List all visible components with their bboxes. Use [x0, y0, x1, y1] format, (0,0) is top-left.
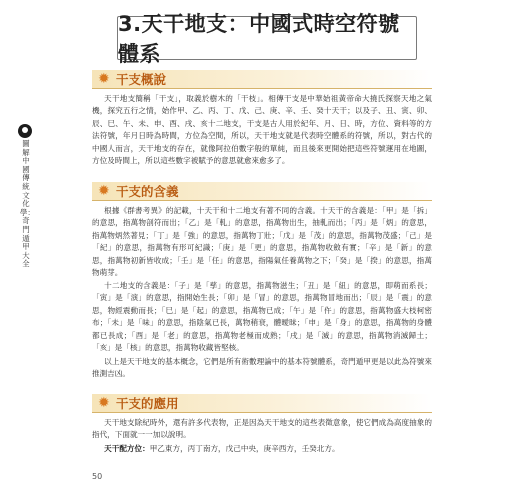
entry-lead: 天干配方位： — [104, 444, 150, 453]
section-heading: 干支的應用 — [116, 396, 179, 411]
star-bullet-icon: ✹ — [98, 395, 110, 411]
paragraph: 十二地支的含義是：「子」是「孳」的意思，指萬物滋生；「丑」是「紐」的意思，即萌而系長；「寅」是「演」的意思，指開始生長；「卯」是「冒」的意思，指萬物冒地而出；「辰」是「震」的意思，物經震動而長；「巳」是「起」的意思，指萬物已成；「午」是「仵」的意思，指萬物盛大枝柯密布；「未」是「味」的意思，指陰氣已長，萬物稍衰，體曖昧；「申」是「身」的意思，指萬物的身體都已長成；「酉」是「老」的意思，指萬物老極而成熟；「戌」是「滅」的意思，指萬物消滅歸土；「亥」是「核」的意思，指萬物收藏皆堅核。 — [92, 281, 432, 353]
section-heading-bar-meaning — [92, 182, 432, 201]
section-heading-bar-application — [92, 394, 432, 413]
section-heading: 干支概說 — [116, 72, 167, 87]
paragraph: 以上是天干地支的基本概念，它們是所有術數理論中的基本符號體系，奇門遁甲更是以此為符號來推測吉凶。 — [92, 357, 432, 379]
entry-text: 甲乙東方，丙丁南方，戊己中央，庚辛西方，壬癸北方。 — [149, 444, 340, 453]
paragraph: 天干地支除紀時外，還有許多代表物，正是因為天干地支的這些表徵意象，使它們成為高度抽象的指代，下面就一一加以說明。 — [92, 418, 432, 440]
page-title: 3.天干地支：中國式時空符號體系 — [118, 12, 400, 66]
side-series-label: 圖解中國傳統文化學：奇門遁甲大全 — [20, 139, 35, 269]
paragraph: 根據《群書考異》的記載，十天干和十二地支有著不同的含義。十天干的含義是：「甲」是「拆」的意思，指萬物剖符而出；「乙」是「軋」的意思，指萬物出生，抽軋而出；「丙」是「炳」的意思，指萬物炳然著見；「丁」是「強」的意思，指萬物丁壯；「戊」是「茂」的意思，指萬物茂盛；「己」是「紀」的意思，指萬物有形可紀識；「庚」是「更」的意思，指萬物收斂有實；「辛」是「新」的意思，指萬物初新皆收成；「壬」是「任」的意思，指陽氣任養萬物之下；「癸」是「揆」的意思，指萬物萌芽。 — [92, 206, 432, 278]
section-heading: 干支的含義 — [116, 184, 179, 199]
yin-yang-icon — [18, 124, 32, 138]
title-frame — [117, 12, 417, 66]
star-bullet-icon: ✹ — [98, 71, 110, 87]
paragraph: 天干地支簡稱「干支」，取義於樹木的「干枝」。相傳干支是中華始祖黃帝命大撓氏探察天地之氣機，探究五行之情，始作甲、乙、丙、丁、戊、己、庚、辛、壬、癸十天干；以及子、丑、寅、卯、辰、巳、午、未、申、酉、戌、亥十二地支，干支是古人用於紀年、月、日、時，方位、資料等的方法符號，年月日時為時間，方位為空間，所以，天干地支就是代表時空體系的符號，所以，對古代的中國人而言，天干地支的存在，就像阿拉伯數字般的單純，而且後來更開始把這些符號運用在地圖，方位及時間上，所以這些數字被賦予的意思就愈來愈多了。 — [92, 94, 432, 166]
star-bullet-icon: ✹ — [98, 183, 110, 199]
definition-entry — [92, 443, 432, 455]
section-heading-bar-overview — [92, 70, 432, 89]
page-number: 50 — [92, 472, 103, 481]
